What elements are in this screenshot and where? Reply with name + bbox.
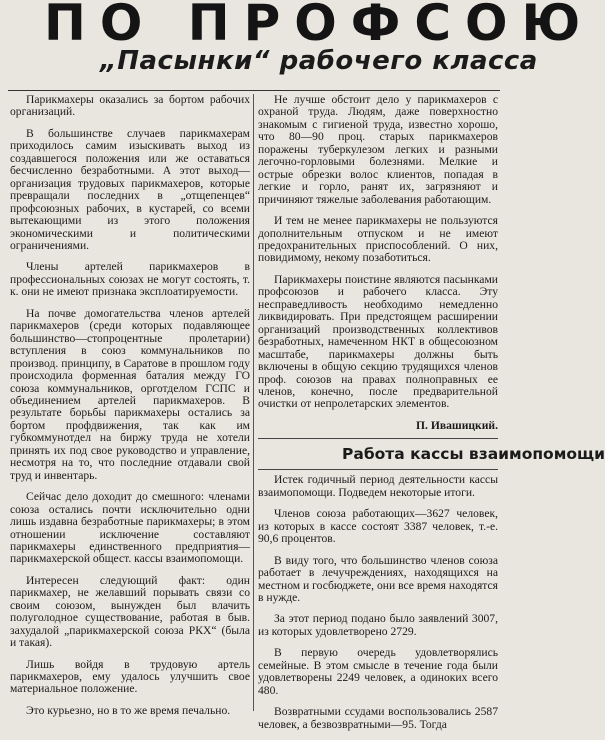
paragraph: В большинстве случаев парикмахерам приходилось самим изыскивать выход из создавшегося положения или же оставаться бесчисленно безработными. А этот выход—организация трудовых парикмахеров, которые превращали последних в „отщепенцев“ профсоюзных рабочих, в кустарей, со всеми вытекающими из этого положения экономическими и политическими ограничениями. [10, 126, 250, 252]
paragraph: Истек годичный период деятельности кассы взаимопомощи. Подведем некоторые итоги. [258, 473, 498, 499]
left-column [10, 94, 250, 726]
paragraph: Члены артелей парикмахеров в профессиональных союзах не могут состоять, т. к. они не имеют признака эксплоатируемости. [10, 260, 250, 299]
subsection-heading: Работа кассы взаимопомощи [342, 445, 605, 464]
author-signature: П. Ивашицкий. [416, 418, 498, 432]
paragraph: Парикмахеры оказались за бортом рабочих организаций. [10, 93, 250, 119]
paragraph: В виду того, что большинство членов союза работает в лечучреждениях, находящихся на местном и госбюджете, они все время находятся в нужде. [258, 553, 498, 604]
paragraph: Парикмахеры поистине являются пасынками профсоюзов и рабочего класса. Эту несправедливость необходимо немедленно ликвидировать. При предстоящем расширении организаций производственных коллективов безработных, намеченном НКТ в общесоюзном масштабе, парикмахеры должны быть включены в общую секцию трудящихся членов проф. союзов на правах полноправных ее членов, конечно, после предварительной очистки от непролетарских элементов. [258, 272, 498, 411]
banner-title: ПО ПРОФСОЮ [44, 0, 595, 52]
article-title: „Пасынки“ рабочего класса [100, 46, 538, 76]
paragraph: На почве домогательства членов артелей парикмахеров (среди которых подавляющее большинство—стопроцентные пролетарии) вступления в союз коммунальников по производ. принципу, в Саратове в прошлом году происходила форменная баталия между ГО союза коммунальников, орготделом ГСПС и объединением артелей парикмахеров. В результате борьбы парикмахеры остались за бортом профдвижения, так как им губкоммунотдел на биржу труда не хотели принять их под свое руководство и управление, несмотря на то, что последние отдавали свой труд и инвентарь. [10, 306, 250, 482]
section-rule [258, 438, 498, 439]
paragraph: И тем не менее парикмахеры не пользуются дополнительным отпуском и не имеют предохранительных приспособлений. О них, повидимому, некому позаботиться. [258, 214, 498, 265]
paragraph: Лишь войдя в трудовую артель парикмахеров, ему удалось улучшить свое материальное положение. [10, 657, 250, 696]
paragraph: В первую очередь удовлетворялись семейные. В этом смысле в течение года были удовлетворены 2249 человек, а одиноких всего 480. [258, 646, 498, 697]
paragraph: Интересен следующий факт: один парикмахер, не желавший порывать связи со своим союзом, вынужден был влачить полуголодное существование, работая в быв. захудалой „парикмахерской союза РКХ“ (была и такая). [10, 573, 250, 650]
column-divider [253, 94, 254, 711]
right-column [258, 93, 605, 740]
section-banner [0, 0, 595, 52]
title-rule [8, 90, 500, 91]
paragraph: Сейчас дело доходит до смешного: членами союза остались почти исключительно одни лишь издавна безработные парикмахеры; в этом отношении исключение составляют парикмахеры единственного предприятия—парикмахерской общест. кассы взаимопомощи. [10, 490, 250, 566]
paragraph: Это курьезно, но в то же время печально. [26, 703, 231, 717]
paragraph: Возвратными ссудами воспользовались 2587 человек, а безвозвратными—95. Тогда [258, 705, 498, 731]
paragraph: Не лучше обстоит дело у парикмахеров с охраной труда. Людям, даже поверхностно знакомым с гигиеной труда, известно хорошо, что 80—90 проц. старых парикмахеров поражены туберкулезом легких и разными легочно-горловыми болезнями. Мелкие и острые обрезки волос клиентов, попадая в легкие и горло, ранят их, загрязняют и причиняют тяжелые заболевания работающим. [258, 93, 498, 206]
paragraph: За этот период подано было заявлений 3007, из которых удовлетворено 2729. [258, 612, 498, 638]
section-rule [258, 469, 498, 470]
paragraph: Членов союза работающих—3627 человек, из которых в кассе состоят 3387 человек, т.-е. 90,6 процентов. [258, 507, 498, 546]
